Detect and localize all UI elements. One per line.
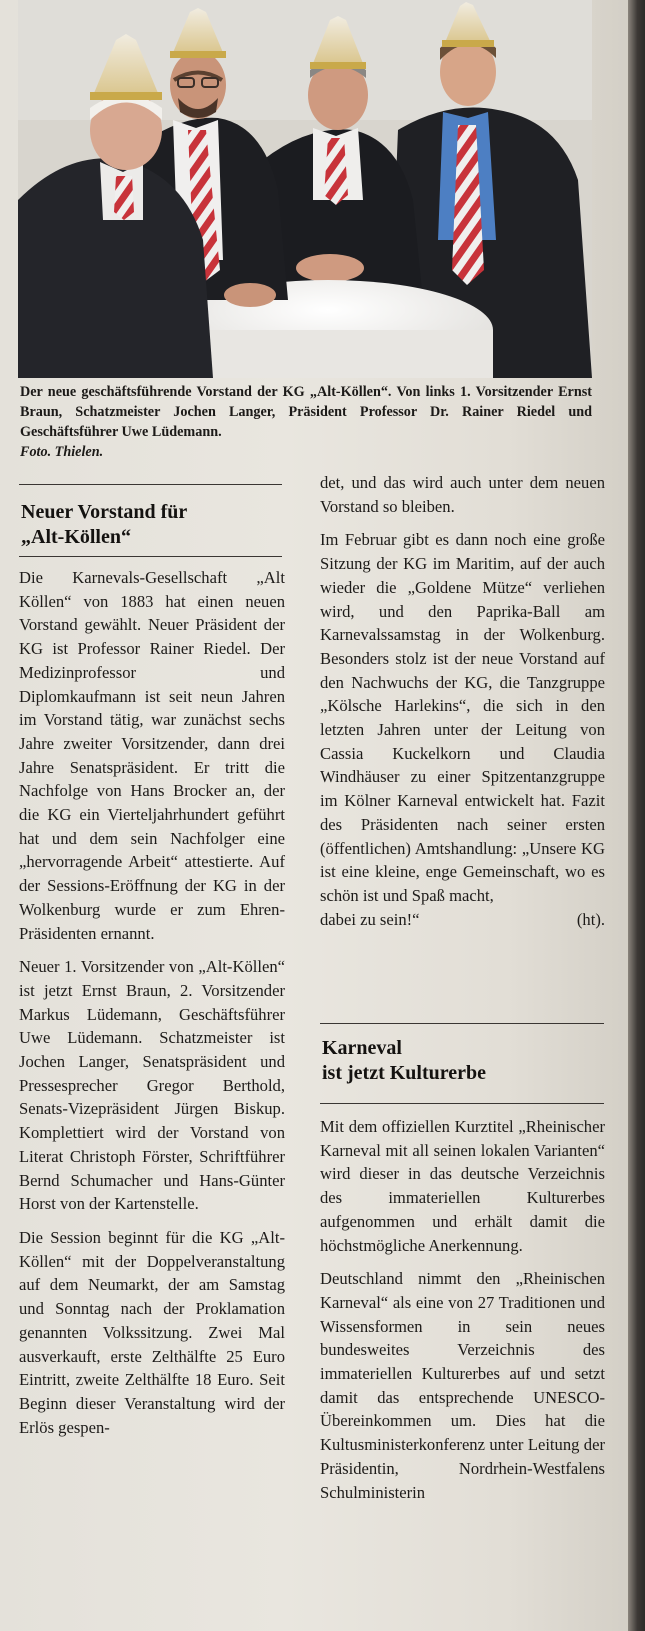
author-initials: (ht).	[576, 909, 605, 929]
article1-right-column	[320, 471, 605, 931]
rule-above-headline-2	[320, 1023, 604, 1024]
article1-paragraph-2: Neuer 1. Vorsitzender von „Alt-Köllen“ ist jetzt Ernst Braun, 2. Vorsitzender Markus Lüdemann, Geschäftsführer Uwe Lüdemann. Schatzmeister ist Jochen Langer, Senatspräsident und Pressesprecher Gregor Berthold, Senats-Vizepräsident Jürgen Biskup. Komplettiert wird der Vorstand von Literat Christoph Förster, Schriftführer Bernd Schumacher und Hans-Günter Horst von der Kartenstelle.	[19, 957, 285, 1214]
article1-paragraph-4: Im Februar gibt es dann noch eine große Sitzung der KG im Maritim, auf der auch wieder die „Goldene Mütze“ verliehen wird, und den Paprika-Ball am Karnevalssamstag in der Wolkenburg. Besonders stolz ist der neue Vorstand auf den Nachwuchs der KG, die Tanzgruppe „Kölsche Harlekins“, die sich in den letzten Jahren unter der Leitung von Cassia Kuckelkorn und Claudia Windhäuser zu einer Spitzentanzgruppe im Kölner Karneval entwickelt hat. Fazit des Präsidenten nach seiner ersten (öffentlichen) Amtshandlung: „Unsere KG ist eine kleine, enge Gemeinschaft, wo es schön ist und Spaß macht,	[320, 530, 605, 905]
article1-final-line: dabei zu sein!“ (ht).	[320, 908, 605, 932]
rule-below-headline-2	[320, 1103, 604, 1104]
article1-paragraph-3: Die Session beginnt für die KG „Alt-Köllen“ mit der Doppelveranstaltung auf dem Neumarkt, der am Samstag und Sonntag nach der Proklamation genannten Volkssitzung. Zwei Mal ausverkauft, erste Zelthälfte 25 Euro Eintritt, zweite Zelthälfte 18 Euro. Seit Beginn dieser Veranstaltung wird der Erlös gespen-	[19, 1227, 285, 1437]
group-photo-illustration	[18, 0, 592, 378]
article2-paragraph-2: Deutschland nimmt den „Rheinischen Karneval“ als eine von 27 Traditionen und Wissensformen in sein neues bundesweites Verzeichnis des immateriellen Kulturerbes auf und setzt damit das entsprechende UNESCO-Übereinkommen um. Dies hat die Kultusministerkonferenz unter Leitung der Präsidentin, Nordrhein-Westfalens Schulministerin	[320, 1269, 605, 1502]
page-edge-shadow	[628, 0, 645, 1631]
group-photo	[18, 0, 592, 378]
caption-text: Der neue geschäftsführende Vorstand der KG „Alt-Köllen“. Von links 1. Vorsitzender Ernst Braun, Schatzmeister Jochen Langer, Präsident Professor Dr. Rainer Riedel und Geschäftsführer Uwe Lüdemann.	[20, 384, 592, 440]
article2-column	[320, 1115, 605, 1504]
rule-below-headline-1	[19, 556, 282, 557]
headline-karneval-kulturerbe: Karneval ist jetzt Kulturerbe	[322, 1037, 487, 1084]
photo-caption	[20, 382, 592, 462]
headline-neuer-vorstand: Neuer Vorstand für „Alt-Köllen“	[21, 501, 188, 548]
article2-paragraph-1: Mit dem offiziellen Kurztitel „Rheinischer Karneval mit all seinen lokalen Varianten“ wird dieser in das deutsche Verzeichnis des immateriellen Kulturerbes aufgenommen und erhält damit die höchstmögliche Anerkennung.	[320, 1117, 605, 1255]
rule-above-headline-1	[19, 484, 282, 485]
article1-left-column	[19, 566, 285, 1439]
article1-paragraph-1: Die Karnevals-Gesellschaft „Alt Köllen“ von 1883 hat einen neuen Vorstand gewählt. Neuer Präsident der KG ist Professor Rainer Riedel. Der Medizinprofessor und Diplomkaufmann ist seit neun Jahren im Vorstand tätig, war zunächst sechs Jahre zweiter Vorsitzender, dann drei Jahre Senatspräsident. Er tritt die Nachfolge von Hans Brocker an, der die KG ein Vierteljahrhundert geführt hat und dem sein Nachfolger eine „hervorragende Arbeit“ attestierte. Auf der Sessions-Eröffnung der KG in der Wolkenburg wurde er zum Ehren-Präsidenten ernannt.	[19, 568, 285, 943]
article1-continuation: det, und das wird auch unter dem neuen Vorstand so bleiben.	[320, 473, 605, 516]
photo-credit: Foto. Thielen.	[20, 444, 104, 460]
